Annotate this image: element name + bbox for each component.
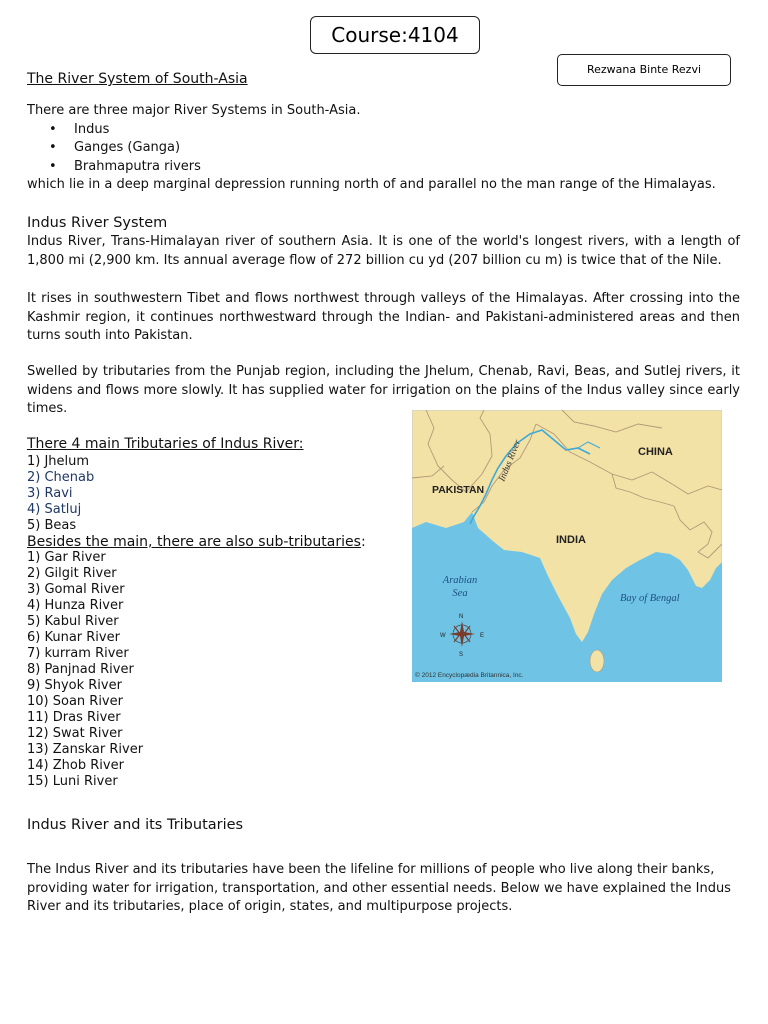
- list-item: 14) Zhob River: [27, 758, 124, 773]
- list-item: 2) Gilgit River: [27, 566, 117, 581]
- label-china: CHINA: [638, 446, 673, 458]
- compass-e: E: [480, 633, 485, 639]
- label-pakistan: PAKISTAN: [432, 484, 485, 496]
- course-title: Course:4104: [331, 22, 459, 47]
- list-item: • Ganges (Ganga): [27, 139, 740, 158]
- list-item: 6) Kunar River: [27, 630, 120, 645]
- label-arabian-sea-line1: Arabian: [442, 575, 478, 586]
- section-title-tributaries: Indus River and its Tributaries: [27, 817, 244, 833]
- sub-tributaries-heading: [27, 534, 397, 550]
- intro-lead: There are three major River Systems in South-Asia.: [27, 103, 361, 118]
- compass-w: W: [440, 633, 446, 639]
- river-system-list: [27, 121, 740, 177]
- label-bay-of-bengal: Bay of Bengal: [620, 593, 680, 604]
- compass-n: N: [459, 614, 464, 620]
- intro-tail: which lie in a deep marginal depression running north of and parallel no the man range of the Himalayas.: [27, 177, 716, 192]
- course-title-box: [310, 16, 480, 54]
- intro-block: [27, 102, 740, 195]
- list-item: 4) Satluj: [27, 502, 82, 517]
- map-graphic: [412, 410, 722, 682]
- section-title-indus-system: Indus River System: [27, 215, 168, 231]
- list-item: 3) Ravi: [27, 486, 73, 501]
- list-item: 5) Beas: [27, 518, 77, 533]
- compass-s: S: [459, 652, 464, 658]
- indus-paragraph-1: Indus River, Trans-Himalayan river of southern Asia. It is one of the world's longest rivers, with a length of 1,800 mi (2,900 km. Its annual average flow of 272 billion cu yd (207 billion cu m) is twice that of the Nile.: [27, 234, 740, 268]
- list-item: 3) Gomal River: [27, 582, 125, 597]
- author-box: [557, 54, 731, 86]
- list-item: • Indus: [27, 121, 740, 140]
- sub-tributaries-title: Besides the main, there are also sub-tributaries: [27, 534, 361, 550]
- list-item: 5) Kabul River: [27, 614, 119, 629]
- list-item: 4) Hunza River: [27, 598, 124, 613]
- list-item: 15) Luni River: [27, 774, 118, 789]
- indus-river-map: [412, 410, 722, 682]
- indus-paragraph-3: Swelled by tributaries from the Punjab region, including the Jhelum, Chenab, Ravi, Beas, and Sutlej rivers, it widens and flows more slowly. It has supplied water for irrigation on the plains of the Indus valley since early times.: [27, 364, 740, 416]
- label-india: INDIA: [556, 534, 586, 546]
- map-credit: © 2012 Encyclopædia Britannica, Inc.: [415, 672, 524, 679]
- list-item: 2) Chenab: [27, 470, 95, 485]
- list-item: 1) Jhelum: [27, 454, 90, 469]
- author-name: Rezwana Binte Rezvi: [586, 62, 702, 76]
- list-item: 7) kurram River: [27, 646, 129, 661]
- label-indus-river: Indus River: [497, 438, 524, 484]
- list-item: 9) Shyok River: [27, 678, 122, 693]
- sri-lanka-shape: [590, 650, 604, 672]
- indus-paragraph-2: It rises in southwestern Tibet and flows northwest through valleys of the Himalayas. After crossing into the Kashmir region, it continues northwestward through the Indian- and Pakistani-administered areas and then turns south into Pakistan.: [27, 291, 740, 343]
- list-item: • Brahmaputra rivers: [27, 158, 740, 177]
- label-arabian-sea-line2: Sea: [452, 588, 468, 599]
- sub-tributaries-colon: :: [360, 534, 366, 550]
- list-item: 11) Dras River: [27, 710, 121, 725]
- tributaries-title: There 4 main Tributaries of Indus River:: [27, 436, 304, 452]
- section-title-river-system: The River System of South-Asia: [27, 71, 248, 87]
- section2-paragraph: The Indus River and its tributaries have been the lifeline for millions of people who live along their banks, providing water for irrigation, transportation, and other essential needs. Below we have explained the Indus River and its tributaries, place of origin, states, and multipurpose projects.: [27, 862, 731, 914]
- list-item: 8) Panjnad River: [27, 662, 134, 677]
- list-item: 10) Soan River: [27, 694, 123, 709]
- list-item: 1) Gar River: [27, 550, 106, 565]
- tributaries-list: [27, 454, 397, 790]
- list-item: 13) Zanskar River: [27, 742, 144, 757]
- list-item: 12) Swat River: [27, 726, 123, 741]
